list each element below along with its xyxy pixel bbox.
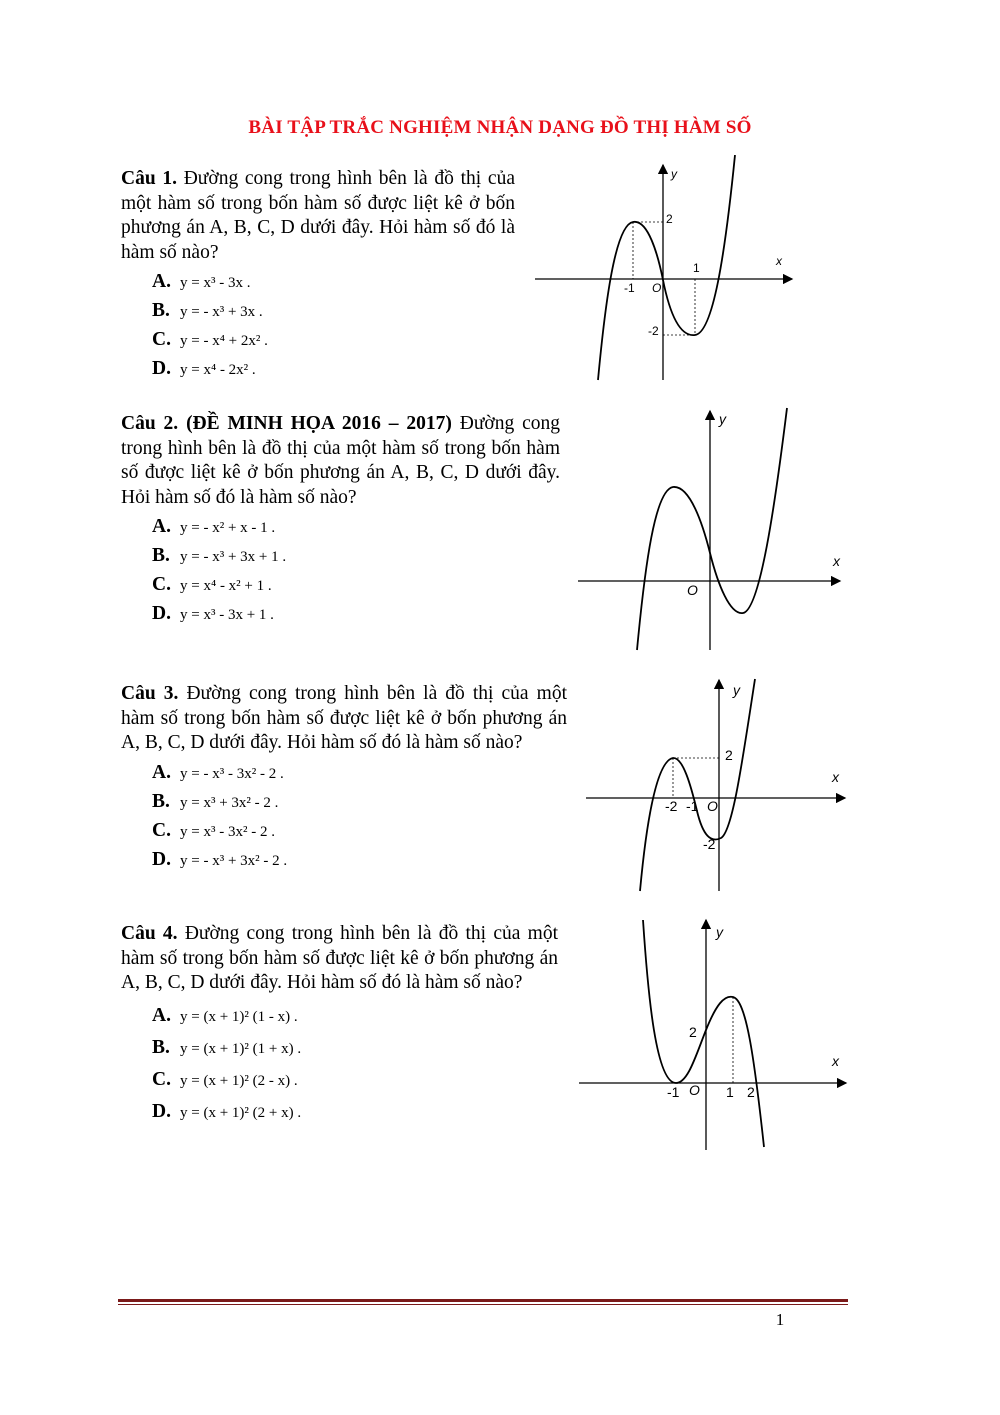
- option-d[interactable]: D. y = x³ - 3x + 1 .: [152, 603, 274, 624]
- graph-1: [530, 155, 800, 385]
- option-b[interactable]: B. y = x³ + 3x² - 2 .: [152, 790, 279, 812]
- tick-label: -1: [624, 281, 635, 295]
- tick-label: -2: [703, 836, 716, 852]
- option-c[interactable]: C. y = (x + 1)² (2 - x) .: [152, 1068, 298, 1090]
- curve: [640, 679, 755, 891]
- option-formula: y = (x + 1)² (1 - x) .: [180, 1008, 298, 1025]
- origin-label: O: [707, 798, 718, 814]
- option-d[interactable]: D. y = x⁴ - 2x² .: [152, 358, 256, 379]
- option-c[interactable]: C. y = - x⁴ + 2x² .: [152, 329, 268, 350]
- question-label: Câu 2.: [121, 413, 179, 434]
- page-number: 1: [775, 1310, 785, 1329]
- y-label: y: [716, 924, 723, 940]
- option-formula: y = - x³ + 3x² - 2 .: [180, 852, 288, 869]
- question-text: [121, 167, 515, 265]
- question-body: Đường cong trong hình bên là đồ thị của một hàm số trong bốn hàm số được liệt kê ở bốn phương án A, B, C, D dưới đây. Hỏi hàm số đó là hàm số nào?: [121, 683, 567, 753]
- option-formula: y = - x³ + 3x + 1 .: [180, 549, 287, 565]
- option-formula: y = (x + 1)² (2 - x) .: [180, 1072, 298, 1089]
- origin-label: O: [689, 1082, 700, 1098]
- x-label: x: [832, 769, 839, 785]
- tick-label: -2: [665, 798, 678, 814]
- tick-label: 2: [666, 212, 673, 226]
- option-formula: y = - x² + x - 1 .: [180, 520, 276, 536]
- question-body: Đường cong trong hình bên là đồ thị của một hàm số trong bốn hàm số được liệt kê ở bốn phương án A, B, C, D dưới đây. Hỏi hàm số đó là hàm số nào?: [121, 923, 558, 993]
- question-1: [121, 167, 515, 383]
- tick-label: 1: [693, 261, 700, 275]
- question-3: [121, 682, 567, 874]
- x-label: x: [776, 254, 782, 268]
- x-label: x: [832, 1053, 839, 1069]
- curve: [643, 920, 764, 1147]
- question-text: [121, 682, 567, 756]
- option-formula: y = x³ - 3x .: [180, 275, 251, 291]
- tick-label: 2: [689, 1024, 697, 1040]
- tick-label: -2: [648, 324, 659, 338]
- option-d[interactable]: D. y = - x³ + 3x² - 2 .: [152, 848, 288, 870]
- footer-divider: [118, 1299, 848, 1302]
- graph-4: [576, 915, 856, 1155]
- origin-label: O: [687, 582, 698, 598]
- option-c[interactable]: C. y = x³ - 3x² - 2 .: [152, 819, 275, 841]
- option-b[interactable]: B. y = - x³ + 3x .: [152, 300, 263, 321]
- option-a[interactable]: A. y = - x² + x - 1 .: [152, 516, 276, 537]
- option-c[interactable]: C. y = x⁴ - x² + 1 .: [152, 574, 272, 595]
- option-formula: y = - x³ + 3x .: [180, 304, 263, 320]
- question-label: Câu 4.: [121, 923, 178, 944]
- page-title: BÀI TẬP TRẮC NGHIỆM NHẬN DẠNG ĐỒ THỊ HÀM SỐ: [248, 117, 752, 138]
- question-label: Câu 3.: [121, 683, 179, 704]
- x-label: x: [833, 553, 840, 569]
- graph-2: [575, 405, 850, 655]
- option-d[interactable]: D. y = (x + 1)² (2 + x) .: [152, 1100, 302, 1122]
- option-formula: y = (x + 1)² (1 + x) .: [180, 1040, 302, 1057]
- curve: [637, 408, 787, 650]
- option-formula: y = x³ + 3x² - 2 .: [180, 794, 279, 811]
- question-text: [121, 922, 558, 996]
- y-label: y: [719, 411, 726, 427]
- y-label: y: [733, 682, 740, 698]
- tick-label: 1: [726, 1084, 734, 1100]
- question-2: [121, 412, 560, 628]
- option-a[interactable]: A. y = - x³ - 3x² - 2 .: [152, 761, 284, 783]
- option-a[interactable]: A. y = x³ - 3x .: [152, 271, 251, 292]
- tick-label: 2: [725, 747, 733, 763]
- footer-divider-thin: [118, 1304, 848, 1305]
- question-label: Câu 1.: [121, 168, 178, 189]
- option-formula: y = - x³ - 3x² - 2 .: [180, 765, 284, 782]
- graph-3: [583, 676, 853, 896]
- option-a[interactable]: A. y = (x + 1)² (1 - x) .: [152, 1004, 298, 1026]
- option-formula: y = (x + 1)² (2 + x) .: [180, 1104, 302, 1121]
- question-source: (ĐỀ MINH HỌA 2016 – 2017): [178, 413, 452, 434]
- tick-label: 2: [747, 1084, 755, 1100]
- tick-label: -1: [667, 1084, 680, 1100]
- option-b[interactable]: B. y = - x³ + 3x + 1 .: [152, 545, 287, 566]
- tick-label: -1: [686, 798, 699, 814]
- question-4: [121, 922, 558, 1128]
- question-body: Đường cong trong hình bên là đồ thị của một hàm số trong bốn hàm số được liệt kê ở bốn phương án A, B, C, D dưới đây. Hỏi hàm số đó là hàm số nào?: [121, 413, 560, 508]
- option-formula: y = - x⁴ + 2x² .: [180, 333, 268, 349]
- option-formula: y = x³ - 3x² - 2 .: [180, 823, 275, 840]
- y-label: y: [671, 167, 677, 181]
- option-formula: y = x⁴ - 2x² .: [180, 362, 256, 378]
- option-b[interactable]: B. y = (x + 1)² (1 + x) .: [152, 1036, 302, 1058]
- origin-label: O: [652, 281, 662, 295]
- option-formula: y = x⁴ - x² + 1 .: [180, 578, 272, 594]
- curve: [598, 155, 735, 380]
- question-body: Đường cong trong hình bên là đồ thị của một hàm số trong bốn hàm số được liệt kê ở bốn phương án A, B, C, D dưới đây. Hỏi hàm số đó là hàm số nào?: [121, 168, 515, 263]
- option-formula: y = x³ - 3x + 1 .: [180, 607, 274, 623]
- question-text: [121, 412, 560, 510]
